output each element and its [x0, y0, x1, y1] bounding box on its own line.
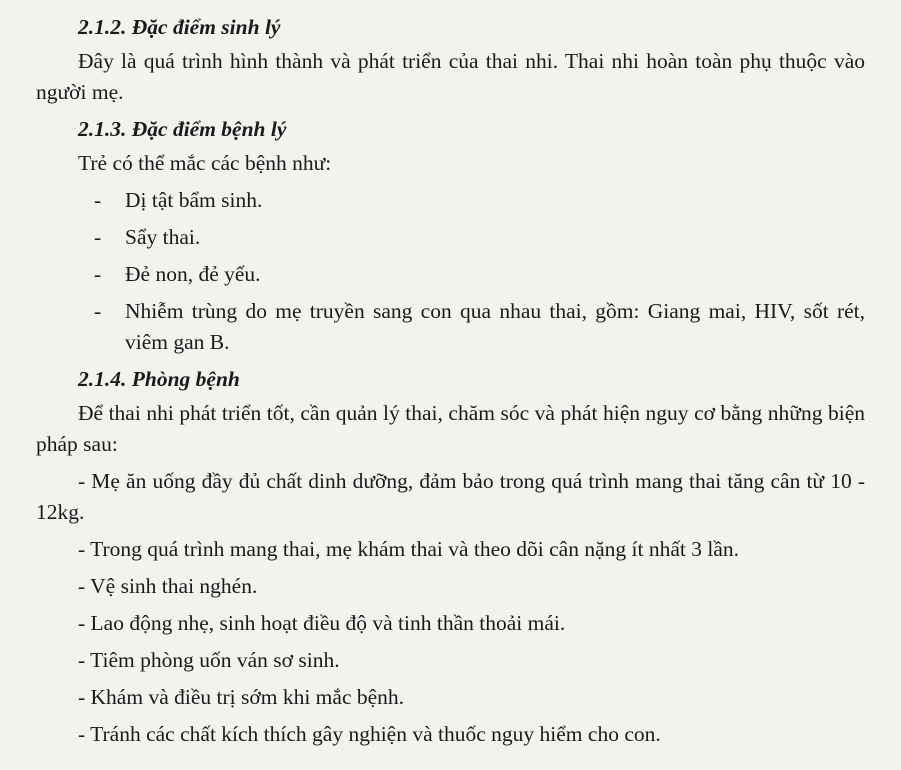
- list-item-text: Nhiễm trùng do mẹ truyền sang con qua nhau thai, gồm: Giang mai, HIV, sốt rét, viêm gan B.: [125, 299, 865, 354]
- bullet-dash: -: [94, 299, 102, 323]
- section-paragraph-2-1-4: Để thai nhi phát triển tốt, cần quản lý thai, chăm sóc và phát hiện nguy cơ bằng những biện pháp sau:: [36, 401, 865, 456]
- bullet-dash: -: [94, 225, 102, 249]
- list-item: [36, 259, 865, 290]
- list-item-text: Sẩy thai.: [125, 225, 201, 249]
- list-item-text: Đẻ non, đẻ yếu.: [125, 262, 261, 286]
- section-intro-2-1-3: Trẻ có thể mắc các bệnh như:: [78, 151, 332, 175]
- prevention-item: - Lao động nhẹ, sinh hoạt điều độ và tinh thần thoải mái.: [78, 611, 566, 635]
- list-item: [36, 296, 865, 358]
- bullet-dash: -: [94, 262, 102, 286]
- section-heading-2-1-3: 2.1.3. Đặc điểm bệnh lý: [78, 117, 287, 141]
- section-heading-2-1-4: 2.1.4. Phòng bệnh: [78, 367, 240, 391]
- list-item: [36, 222, 865, 253]
- prevention-item: - Khám và điều trị sớm khi mắc bệnh.: [78, 685, 405, 709]
- prevention-item: - Trong quá trình mang thai, mẹ khám thai và theo dõi cân nặng ít nhất 3 lần.: [78, 537, 739, 561]
- prevention-item: - Tiêm phòng uốn ván sơ sinh.: [78, 648, 340, 672]
- prevention-item: - Vệ sinh thai nghén.: [78, 574, 258, 598]
- list-item-text: Dị tật bẩm sinh.: [125, 188, 263, 212]
- list-item: [36, 185, 865, 216]
- prevention-item: - Mẹ ăn uống đầy đủ chất dinh dưỡng, đảm bảo trong quá trình mang thai tăng cân từ 10 - 12kg.: [36, 469, 865, 524]
- section-paragraph-2-1-2: Đây là quá trình hình thành và phát triển của thai nhi. Thai nhi hoàn toàn phụ thuộc vào người mẹ.: [36, 49, 865, 104]
- prevention-item: - Tránh các chất kích thích gây nghiện và thuốc nguy hiểm cho con.: [78, 722, 661, 746]
- bullet-dash: -: [94, 188, 102, 212]
- disease-list: [36, 185, 865, 358]
- section-heading-2-1-2: 2.1.2. Đặc điểm sinh lý: [78, 15, 281, 39]
